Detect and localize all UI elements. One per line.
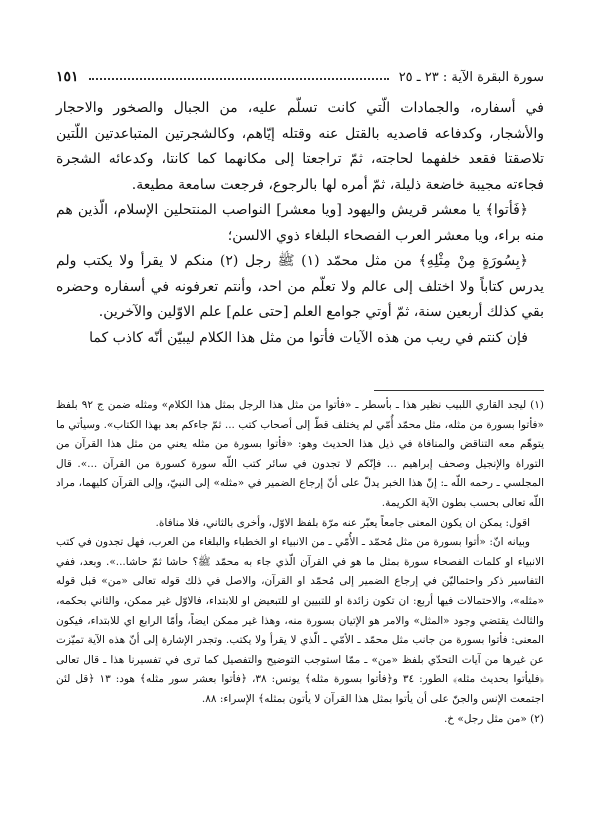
body-paragraph: فإن كنتم في ريب من هذه الآيات فأتوا من مثل هذا الكلام ليبيّن أنّه كاذب كما [89,329,528,346]
page-number: ١٥١ [56,69,79,85]
main-text [56,96,544,351]
footnote-separator [374,390,544,391]
footnote-paragraph: اقول: يمكن ان يكون المعنى جامعاً يعبّر عنه مرّة بلفظ الاوّل، وأخرى بالثاني، فلا منافاة. [155,516,530,529]
running-header [56,66,544,88]
footnote-paragraph: (١) ليجد القاري اللبيب نظير هذا ـ بأسطر ـ «فأتوا من مثل هذا الرجل بمثل هذا الكلام» ومثله ضمن ج ٩٢ بلفظ «فأتوا بسورة من مثله، مثل محمّد أُمّي لم يختلف قطّ إلى أصحاب كتب ... ثمّ جاءكم بعد بهذا الكتاب». وسيأتي ما يتوهّم معه التناقض والمنافاة في ذيل هذا الحديث وهو: «فأتوا بسورة من مثله يعني من مثل هذا القرآن من التوراة والإنجيل وصحف إبراهيم ... فإنّكم لا تجدون في سائر كتب اللّه سورة كسورة من القرآن ...». قال المجلسي ـ رحمه اللّه ـ: إنّ هذا الخبر يدلّ على أنّ إرجاع الضمير في «مثله» إلى النبيّ، وإلى القرآن كليهما، مراد اللّه تعالى بحسب بطون الآية الكريمة. [56,399,545,509]
body-paragraph: ﴿بِسُورَةٍ مِنْ مِثْلِهِ﴾ من مثل محمّد (١) ﷺ رجل (٢) منكم لا يقرأ ولا يكتب ولم يدرس كتاباً ولا اختلف إلى عالم ولا تعلّم من احد، وأنتم تعرفونه في أسفاره وحضره بقي كذلك أربعين سنة، ثمّ أوتي جوامع العلم [حتى علم] علم الاوّلين والآخرين. [56,253,544,320]
surah-title: سورة البقرة الآية : ٢٣ ـ ٢٥ [398,69,544,85]
header-dotted-leader [89,78,389,80]
body-paragraph: ﴿فَأتوا﴾ يا معشر قريش واليهود [ويا معشر] النواصب المنتحلين الإسلام، الّذين هم منه براء، ويا معشر العرب الفصحاء البلغاء ذوي الالسن؛ [56,202,544,244]
body-paragraph: في أسفاره، والجمادات الّتي كانت تسلّم عليه، من الجبال والصخور والاحجار والأشجار، وكدفاعه قاصديه بالقتل عنه وقتله إيّاهم، وكالشجرتين المتباعدتين اللّتين تلاصقتا فقعد خلفهما لحاجته، ثمّ تراجعتا إلى مكانهما كما كانتا، وكدعائه الشجرة فجاءته مجيبة خاضعة ذليلة، ثمّ أمره لها بالرجوع، فرجعت سامعة مطيعة. [56,100,544,193]
footnote-paragraph: وبيانه انّ: «أتوا بسورة من مثل مُحمّد ـ الأُمّي ـ من الانبياء او الخطباء والبلغاء من العرب، فهل تجدون في كتب الانبياء او كلمات الفصحاء سورة بمثل ما هو في القرآن الّذي جاء به محمّد ﷺ؟ حاشا ثمّ حاشا...». وبعد، ففي التفاسير ذكر واحتماليّن في إرجاع الضمير إلى مُحمّد او القرآن، والاصل في ذلك قوله تعالى «من» قبل قوله «مثله»، والاحتمالات فيها أربع: ان تكون زائدة او للتبيين او للتبعيض او للابتداء، فالاوّل غير ممكن، والثاني بحكمه، والثالث يقتضي وجود «المثل» والامر هو الإتيان بسورة منه، وهذا غير ممكن ايضاً، وأمّا الرابع اي للابتداء، فيكون المعنى: فأتوا بسورة من جانب مثل محمّد ـ الأمّي ـ الّذي لا يقرأ ولا يكتب. وتجدر الإشارة إلى أنّ هذه الآية تميّزت عن غيرها من آيات التحدّي بلفظ «من» ـ ممّا استوجب التوضيح والتفصيل كما ترى في تفسيرنا هذا ـ قال تعالى ﴿فليأتوا بحديث مثله﴾ الطور: ٣٤ و﴿فأتوا بسورة مثله﴾ يونس: ٣٨، ﴿فأتوا بعشر سور مثله﴾ هود: ١٣ ﴿قل لئن اجتمعت الإنس والجنّ على أن يأتوا بمثل هذا القرآن لا يأتون بمثله﴾ الإسراء: ٨٨. [56,536,544,705]
footnotes [56,396,544,729]
footnote-paragraph: (٢) «من مثل رجل» خ. [443,712,544,725]
